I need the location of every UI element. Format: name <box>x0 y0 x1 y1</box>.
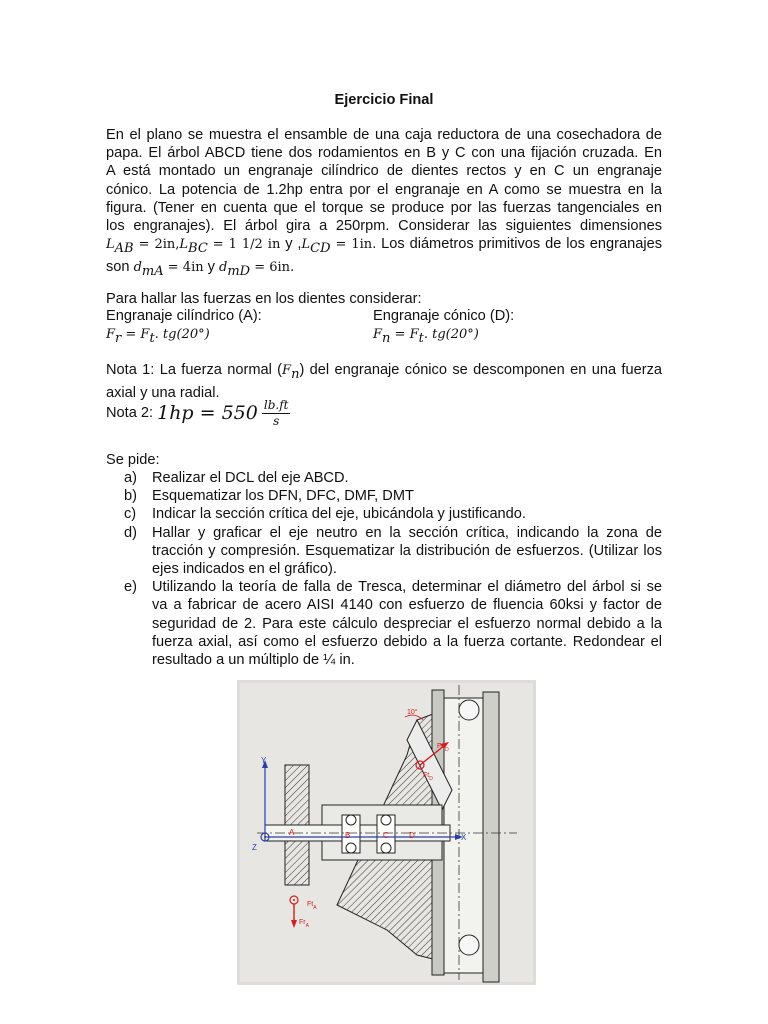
bevel-gear-outer-section <box>483 692 499 982</box>
spur-gear-formula <box>106 326 210 346</box>
formula-tail: . tg(20°) <box>423 327 479 342</box>
dim-lbc-symbol: L <box>179 237 189 253</box>
gearbox-svg <box>237 680 536 985</box>
angle-label: 10° <box>407 709 418 716</box>
formula-sub: t <box>149 330 155 346</box>
note-text: ) del engranaje cónico se descomponen en una fuerza <box>299 362 662 378</box>
dma-symbol: d <box>133 260 142 276</box>
item-text: Esquematizar los DFN, DFC, DMF, DMT <box>152 488 414 505</box>
item-label: e) <box>124 579 137 596</box>
bevel-gear-formula <box>373 326 479 346</box>
intro-text: . <box>290 260 295 276</box>
dim-lab-value: = 2in, <box>133 237 180 253</box>
ft-a-dot <box>293 899 295 901</box>
axis-label-z: Z <box>252 843 257 852</box>
item-text: Indicar la sección crítica del eje, ubicándola y justificando. <box>152 506 526 523</box>
note-1-line <box>106 361 662 384</box>
point-label-b: B <box>345 831 351 840</box>
intro-paragraph <box>106 126 662 281</box>
formula-symbol: F <box>106 327 116 342</box>
intro-text: y , <box>280 236 302 253</box>
intro-line: cónico. La potencia de 1.2hp entra por el engranaje en A como se muestra en la <box>106 181 662 198</box>
formula-symbol: = F <box>390 327 419 342</box>
item-line: tracción y compresión. Esquematizar la distribución de esfuerzos. (Utilizar los <box>152 542 662 559</box>
page-title: Ejercicio Final <box>334 92 434 108</box>
dmd-sub: mD <box>227 264 251 280</box>
request-list <box>106 469 662 669</box>
item-line: seguridad de 2. Para este cálculo despreciar el esfuerzo normal debido a la <box>152 615 662 632</box>
dim-lbc-sub: BC <box>188 241 208 257</box>
intro-text: son <box>106 259 134 276</box>
bearing-ball <box>346 815 356 825</box>
bearing-ball <box>381 815 391 825</box>
note-2-equation: 1hp = 550 <box>157 401 258 424</box>
fraction-denominator: s <box>273 414 280 428</box>
dim-lab-sub: AB <box>114 241 134 257</box>
axis-label-y: Y <box>261 756 267 765</box>
intro-line: figura. (Tener en cuenta que el torque se produce por las fuerzas tangenciales en <box>106 199 662 216</box>
upper-bearing <box>459 700 479 720</box>
intro-text: y <box>203 259 220 276</box>
note-2-fraction <box>262 398 291 428</box>
item-label: b) <box>124 488 137 505</box>
list-item <box>106 469 662 487</box>
item-label: d) <box>124 524 137 541</box>
list-item <box>106 487 662 505</box>
intro-line: A está montado un engranaje cilíndrico de dientes rectos y en C un engranaje <box>106 163 662 180</box>
list-item <box>106 524 662 579</box>
force-symbol: Ft <box>307 901 314 908</box>
dim-lcd-value: = 1in <box>330 237 373 253</box>
bearing-ball <box>346 843 356 853</box>
formula-symbol: F <box>373 327 383 342</box>
lower-bearing <box>459 935 479 955</box>
item-line: Utilizando la teoría de falla de Tresca, determinar el diámetro del árbol si se <box>152 579 662 596</box>
formula-sub: n <box>382 330 391 346</box>
point-label-a: A <box>289 828 295 837</box>
item-label: a) <box>124 470 137 486</box>
item-line: resultado a un múltiplo de ¼ in. <box>152 652 355 669</box>
dmd-symbol: d <box>219 260 228 276</box>
intro-line-diameters <box>106 258 662 281</box>
point-label-d: D <box>409 831 415 840</box>
formula-symbol: = F <box>121 327 150 342</box>
gearbox-drawing <box>237 680 536 985</box>
force-symbol: Ft <box>423 772 430 779</box>
force-sub: A <box>313 905 317 911</box>
axis-label-x: X <box>461 833 467 842</box>
dim-lcd-symbol: L <box>301 237 311 253</box>
note-1-line: axial y una radial. <box>106 385 220 402</box>
item-label: c) <box>124 506 137 523</box>
item-text: Realizar el DCL del eje ABCD. <box>152 470 349 486</box>
dma-sub: mA <box>141 264 164 280</box>
spur-gear-title: Engranaje cilíndrico (A): <box>106 308 262 324</box>
z-axis-dot <box>264 836 266 838</box>
formula-tail: . tg(20°) <box>154 327 210 342</box>
bevel-gear-title: Engranaje cónico (D): <box>373 308 515 324</box>
force-sub: A <box>305 923 309 929</box>
force-sub: D <box>445 747 449 753</box>
intro-line: papa. El árbol ABCD tiene dos rodamientos en B y C con una fijación cruzada. En <box>106 145 662 162</box>
forces-heading: Para hallar las fuerzas en los dientes considerar: <box>106 291 422 307</box>
item-line: ejes indicados en el gráfico). <box>152 561 337 578</box>
force-symbol: Fr <box>299 919 306 926</box>
dma-value: = 4in <box>163 260 204 276</box>
dim-lcd-sub: CD <box>310 241 331 257</box>
dim-lab-symbol: L <box>106 237 115 253</box>
item-line: Hallar y graficar el eje neutro en la sección crítica, indicando la zona de <box>152 524 662 541</box>
item-line: va a fabricar de acero AISI 4140 con esfuerzo de fluencia 60ksi y factor de <box>152 597 662 614</box>
formula-sub: r <box>115 330 122 346</box>
point-label-c: C <box>383 831 389 840</box>
dim-lbc-value: = 1 1/2 in <box>207 237 281 253</box>
fraction-numerator: lb.ft <box>263 398 289 412</box>
force-sub: D <box>429 776 433 782</box>
note-text: Nota 1: La fuerza normal ( <box>106 362 283 378</box>
item-line: fuerza axial, así como el esfuerzo debido a la fuerza cortante. Redondear el <box>152 633 662 650</box>
forces-formulas-row <box>106 326 662 344</box>
bearing-ball <box>381 843 391 853</box>
intro-line: los engranajes). El árbol gira a 250rpm. Considerar las siguientes dimensiones <box>106 218 662 235</box>
list-item <box>106 505 662 523</box>
force-symbol: Fn <box>437 743 446 750</box>
dmd-value: = 6in <box>250 260 291 276</box>
formula-sub: t <box>418 330 424 346</box>
request-heading: Se pide: <box>106 452 160 468</box>
intro-text: . Los diámetros primitivos de los engranajes <box>372 236 662 253</box>
list-item <box>106 578 662 669</box>
intro-line: En el plano se muestra el ensamble de una caja reductora de una cosechadora de <box>106 127 662 143</box>
intro-line-dimensions <box>106 235 662 258</box>
note-2-label: Nota 2: <box>106 404 158 421</box>
note-2 <box>106 398 662 436</box>
note-symbol: F <box>282 363 292 378</box>
note-sub: n <box>291 366 300 382</box>
note-1 <box>106 361 662 402</box>
forces-titles-row <box>106 308 662 326</box>
